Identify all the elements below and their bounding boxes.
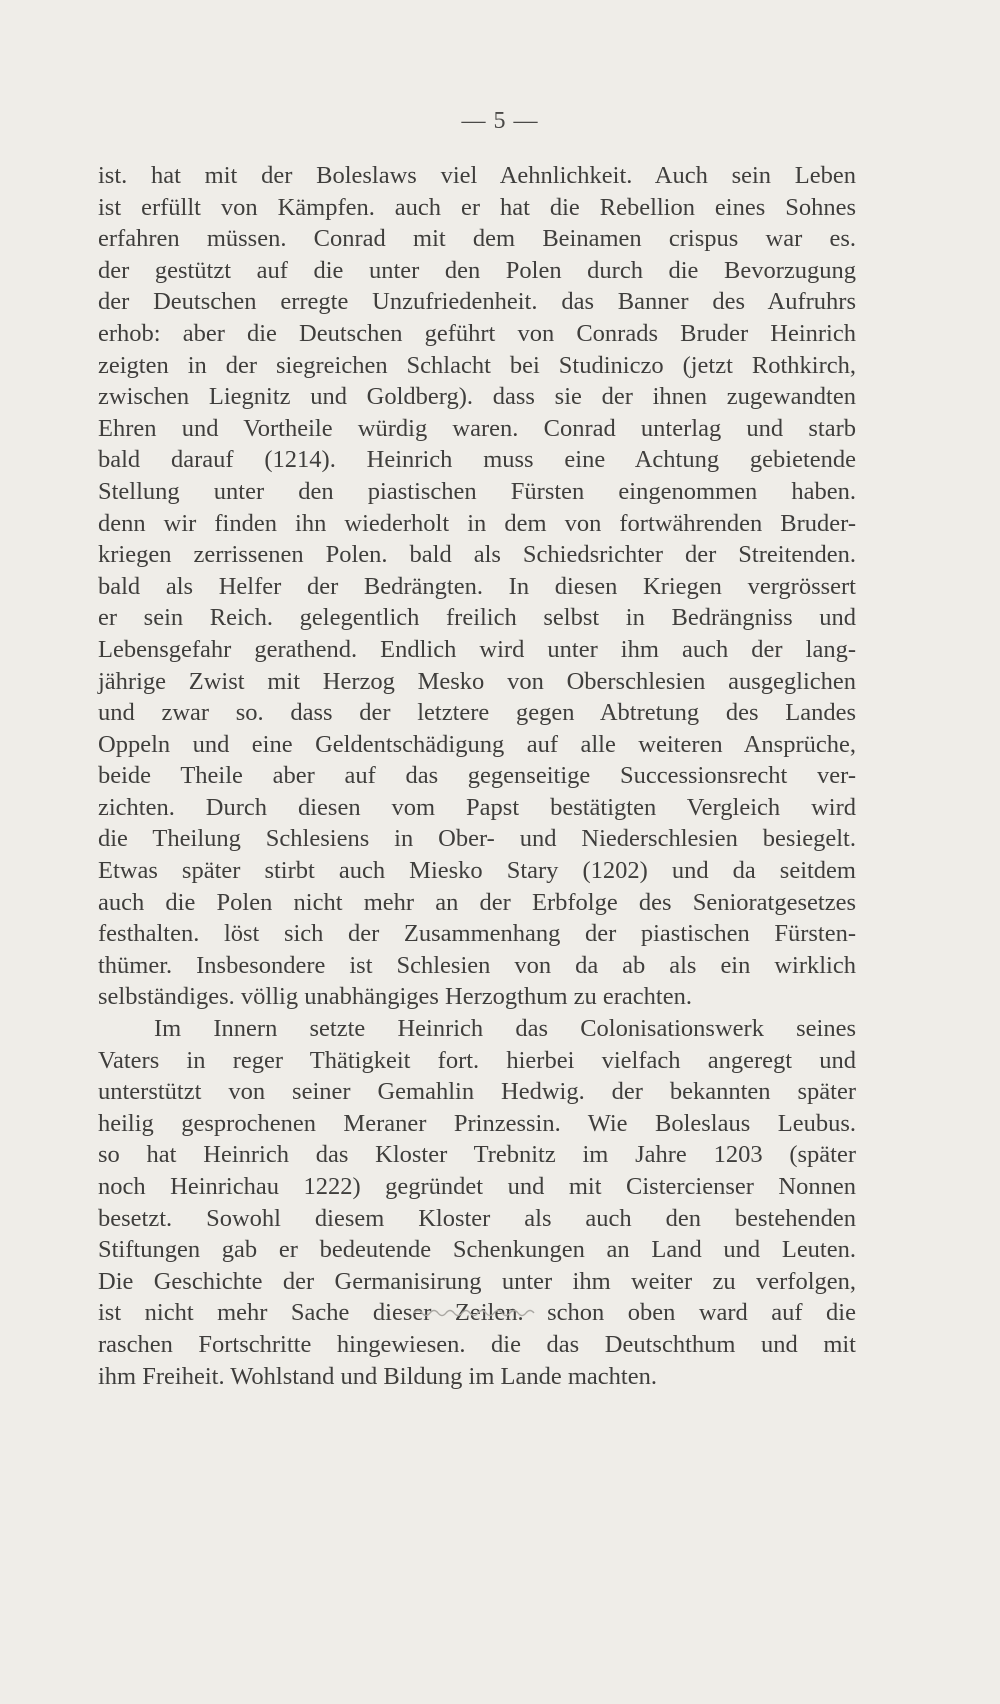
- text-line: der gestützt auf die unter den Polen durch die Bevorzugung: [98, 256, 856, 284]
- text-line: Im Innern setzte Heinrich das Colonisationswerk seines: [154, 1015, 856, 1043]
- text-line: denn wir finden ihn wiederholt in dem von fortwährenden Bruder-: [98, 509, 856, 537]
- text-line: auch die Polen nicht mehr an der Erbfolge des Senioratgesetzes: [98, 888, 856, 916]
- text-line: ist erfüllt von Kämpfen. auch er hat die Rebellion eines Sohnes: [98, 193, 856, 221]
- text-line: noch Heinrichau 1222) gegründet und mit Cistercienser Nonnen: [98, 1173, 856, 1200]
- text-line: erhob: aber die Deutschen geführt von Conrads Bruder Heinrich: [98, 319, 856, 347]
- text-line: Lebensgefahr gerathend. Endlich wird unter ihm auch der lang-: [98, 635, 856, 663]
- text-line: Oppeln und eine Geldentschädigung auf alle weiteren Ansprüche,: [98, 730, 856, 758]
- text-line: die Theilung Schlesiens in Ober- und Niederschlesien besiegelt.: [98, 825, 856, 853]
- body-text: [98, 160, 856, 1392]
- text-line: Etwas später stirbt auch Miesko Stary (1202) und da seitdem: [98, 857, 856, 885]
- text-line: heilig gesprochenen Meraner Prinzessin. Wie Boleslaus Leubus.: [98, 1109, 856, 1137]
- text-line: bald darauf (1214). Heinrich muss eine Achtung gebietende: [98, 446, 856, 474]
- text-line: zeigten in der siegreichen Schlacht bei Studiniczo (jetzt Rothkirch,: [98, 351, 856, 379]
- text-line: kriegen zerrissenen Polen. bald als Schiedsrichter der Streitenden.: [98, 541, 856, 569]
- text-line: zichten. Durch diesen vom Papst bestätigten Vergleich wird: [98, 793, 856, 821]
- text-line: unterstützt von seiner Gemahlin Hedwig. der bekannten später: [98, 1078, 856, 1106]
- text-line: raschen Fortschritte hingewiesen. die das Deutschthum und mit: [98, 1330, 856, 1358]
- text-line: besetzt. Sowohl diesem Kloster als auch den bestehenden: [98, 1204, 856, 1232]
- text-line: er sein Reich. gelegentlich freilich selbst in Bedrängniss und: [98, 604, 856, 632]
- text-line: bald als Helfer der Bedrängten. In diesen Kriegen vergrössert: [98, 572, 856, 600]
- text-line: jährige Zwist mit Herzog Mesko von Oberschlesien ausgeglichen: [98, 667, 856, 695]
- wavy-ornament-icon: [412, 1305, 537, 1321]
- text-line: Stiftungen gab er bedeutende Schenkungen an Land und Leuten.: [98, 1236, 856, 1264]
- text-line: Die Geschichte der Germanisirung unter ihm weiter zu verfolgen,: [98, 1267, 856, 1295]
- text-line: der Deutschen erregte Unzufriedenheit. das Banner des Aufruhrs: [98, 288, 856, 316]
- text-line: ihm Freiheit. Wohlstand und Bildung im Lande machten.: [98, 1362, 657, 1390]
- text-line: Vaters in reger Thätigkeit fort. hierbei vielfach angeregt und: [98, 1046, 856, 1074]
- text-line: festhalten. löst sich der Zusammenhang der piastischen Fürsten-: [98, 920, 856, 948]
- text-line: ist. hat mit der Boleslaws viel Aehnlichkeit. Auch sein Leben: [98, 162, 856, 189]
- text-line: so hat Heinrich das Kloster Trebnitz im Jahre 1203 (später: [98, 1141, 856, 1169]
- text-line: selbständiges. völlig unabhängiges Herzogthum zu erachten.: [98, 983, 692, 1011]
- text-line: und zwar so. dass der letztere gegen Abtretung des Landes: [98, 699, 856, 727]
- text-line: ist nicht mehr Sache dieser Zeilen. schon oben ward auf die: [98, 1299, 856, 1327]
- text-line: thümer. Insbesondere ist Schlesien von da ab als ein wirklich: [98, 951, 856, 979]
- text-line: Ehren und Vortheile würdig waren. Conrad unterlag und starb: [98, 414, 856, 442]
- text-line: erfahren müssen. Conrad mit dem Beinamen crispus war es.: [98, 225, 856, 253]
- text-line: zwischen Liegnitz und Goldberg). dass sie der ihnen zugewandten: [98, 383, 856, 411]
- text-line: beide Theile aber auf das gegenseitige Successionsrecht ver-: [98, 762, 856, 790]
- text-line: Stellung unter den piastischen Fürsten eingenommen haben.: [98, 477, 856, 505]
- page-number: — 5 —: [461, 108, 539, 134]
